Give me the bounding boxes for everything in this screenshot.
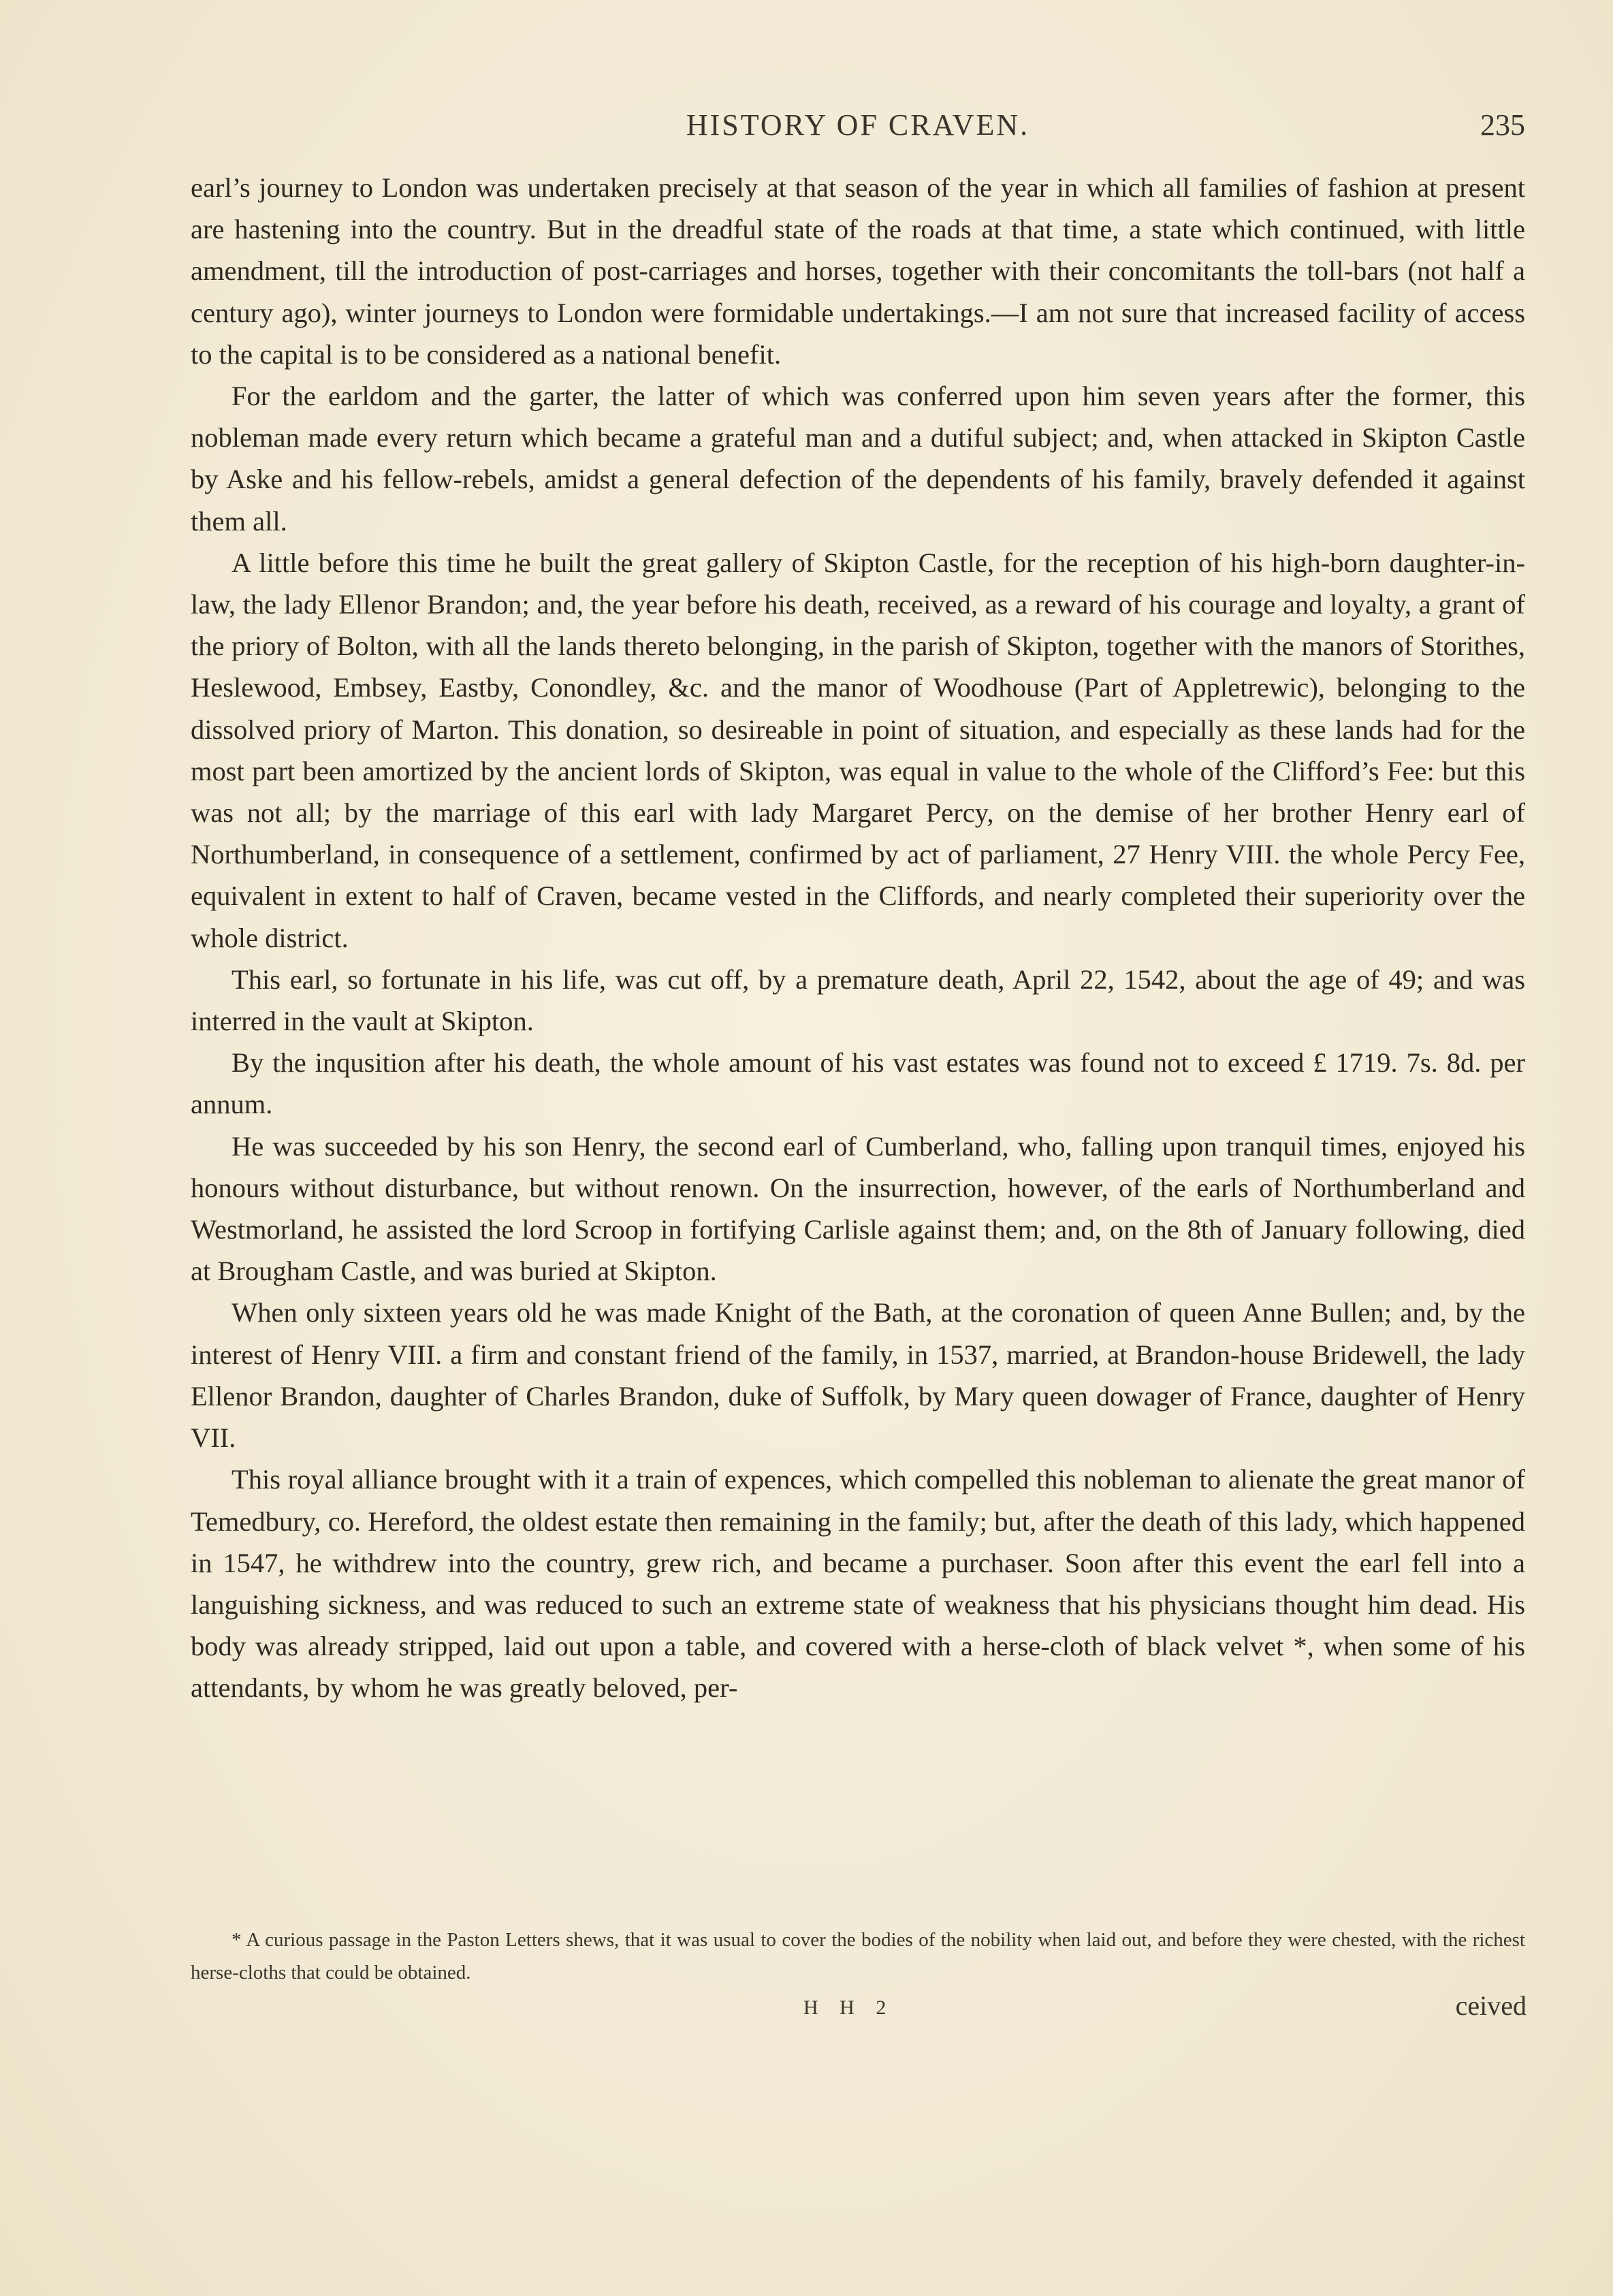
- paragraph: This royal alliance brought with it a train of expences, which compelled this nobleman to alienate the great manor of Temedbury, co. Hereford, the oldest estate then remaining in the family; but, after the death of this lady, which happened in 1547, he withdrew into the country, grew rich, and became a purchaser. Soon after this event the earl fell into a languishing sickness, and was reduced to such an extreme state of weakness that his physicians thought him dead. His body was already stripped, laid out upon a table, and covered with a herse-cloth of black velvet *, when some of his attendants, by whom he was greatly beloved, per-: [191, 1464, 1525, 1704]
- paragraph: A little before this time he built the great gallery of Skipton Castle, for the reception of his high-born daughter-in-law, the lady Ellenor Brandon; and, the year before his death, received, as a reward of his courage and loyalty, a grant of the priory of Bolton, with all the lands thereto belonging, in the parish of Skipton, together with the manors of Storithes, Heslewood, Embsey, Eastby, Conondley, &c. and the manor of Woodhouse (Part of Appletrewic), belonging to the dissolved priory of Marton. This donation, so desireable in point of situation, and especially as these lands had for the most part been amortized by the ancient lords of Skipton, was equal in value to the whole of the Clifford’s Fee: but this was not all; by the marriage of this earl with lady Margaret Percy, on the demise of her brother Henry earl of Northumberland, in consequence of a settlement, confirmed by act of parliament, 27 Henry VIII. the whole Percy Fee, equivalent in extent to half of Craven, became vested in the Cliffords, and nearly completed their superiority over the whole district.: [191, 547, 1525, 953]
- footnote-text: * A curious passage in the Paston Letters shews, that it was usual to cover the bodies of the nobility when laid out, and before they were chested, with the richest herse-cloths that could be obtained.: [191, 1929, 1525, 1983]
- footnote: [191, 1924, 1525, 1989]
- paragraph: earl’s journey to London was undertaken precisely at that season of the year in which all families of fashion at present are hastening into the country. But in the dreadful state of the roads at that time, a state which continued, with little amendment, till the introduction of post-carriages and horses, together with their concomitants the toll-bars (not half a century ago), winter journeys to London were formidable undertakings.—I am not sure that increased facility of access to the capital is to be considered as a national benefit.: [191, 172, 1525, 370]
- paragraph: For the earldom and the garter, the latter of which was conferred upon him seven years after the former, this nobleman made every return which became a grateful man and a dutiful subject; and, when attacked in Skipton Castle by Aske and his fellow-rebels, amidst a general defection of the dependents of his family, bravely defended it against them all.: [191, 381, 1525, 537]
- running-head: [191, 108, 1525, 148]
- running-title: HISTORY OF CRAVEN.: [686, 108, 1030, 142]
- paragraph: This earl, so fortunate in his life, was cut off, by a premature death, April 22, 1542, about the age of 49; and was interred in the vault at Skipton.: [191, 963, 1525, 1037]
- paragraph: By the inqusition after his death, the whole amount of his vast estates was found not to exceed £ 1719. 7s. 8d. per annum.: [191, 1047, 1525, 1120]
- paragraph: He was succeeded by his son Henry, the second earl of Cumberland, who, falling upon tranquil times, enjoyed his honours without disturbance, but without renown. On the insurrection, however, of the earls of Northumberland and Westmorland, he assisted the lord Scroop in fortifying Carlisle against them; and, on the 8th of January following, died at Brougham Castle, and was buried at Skipton.: [191, 1130, 1525, 1287]
- body-text: [191, 167, 1525, 1709]
- catchword: ceived: [1455, 1990, 1527, 2021]
- signature-mark: H H 2: [803, 1996, 895, 2019]
- page-number: 235: [1480, 108, 1525, 142]
- paragraph: When only sixteen years old he was made Knight of the Bath, at the coronation of queen Anne Bullen; and, by the interest of Henry VIII. a firm and constant friend of the family, in 1537, married, at Brandon-house Bridewell, the lady Ellenor Brandon, daughter of Charles Brandon, duke of Suffolk, by Mary queen dowager of France, daughter of Henry VII.: [191, 1297, 1525, 1454]
